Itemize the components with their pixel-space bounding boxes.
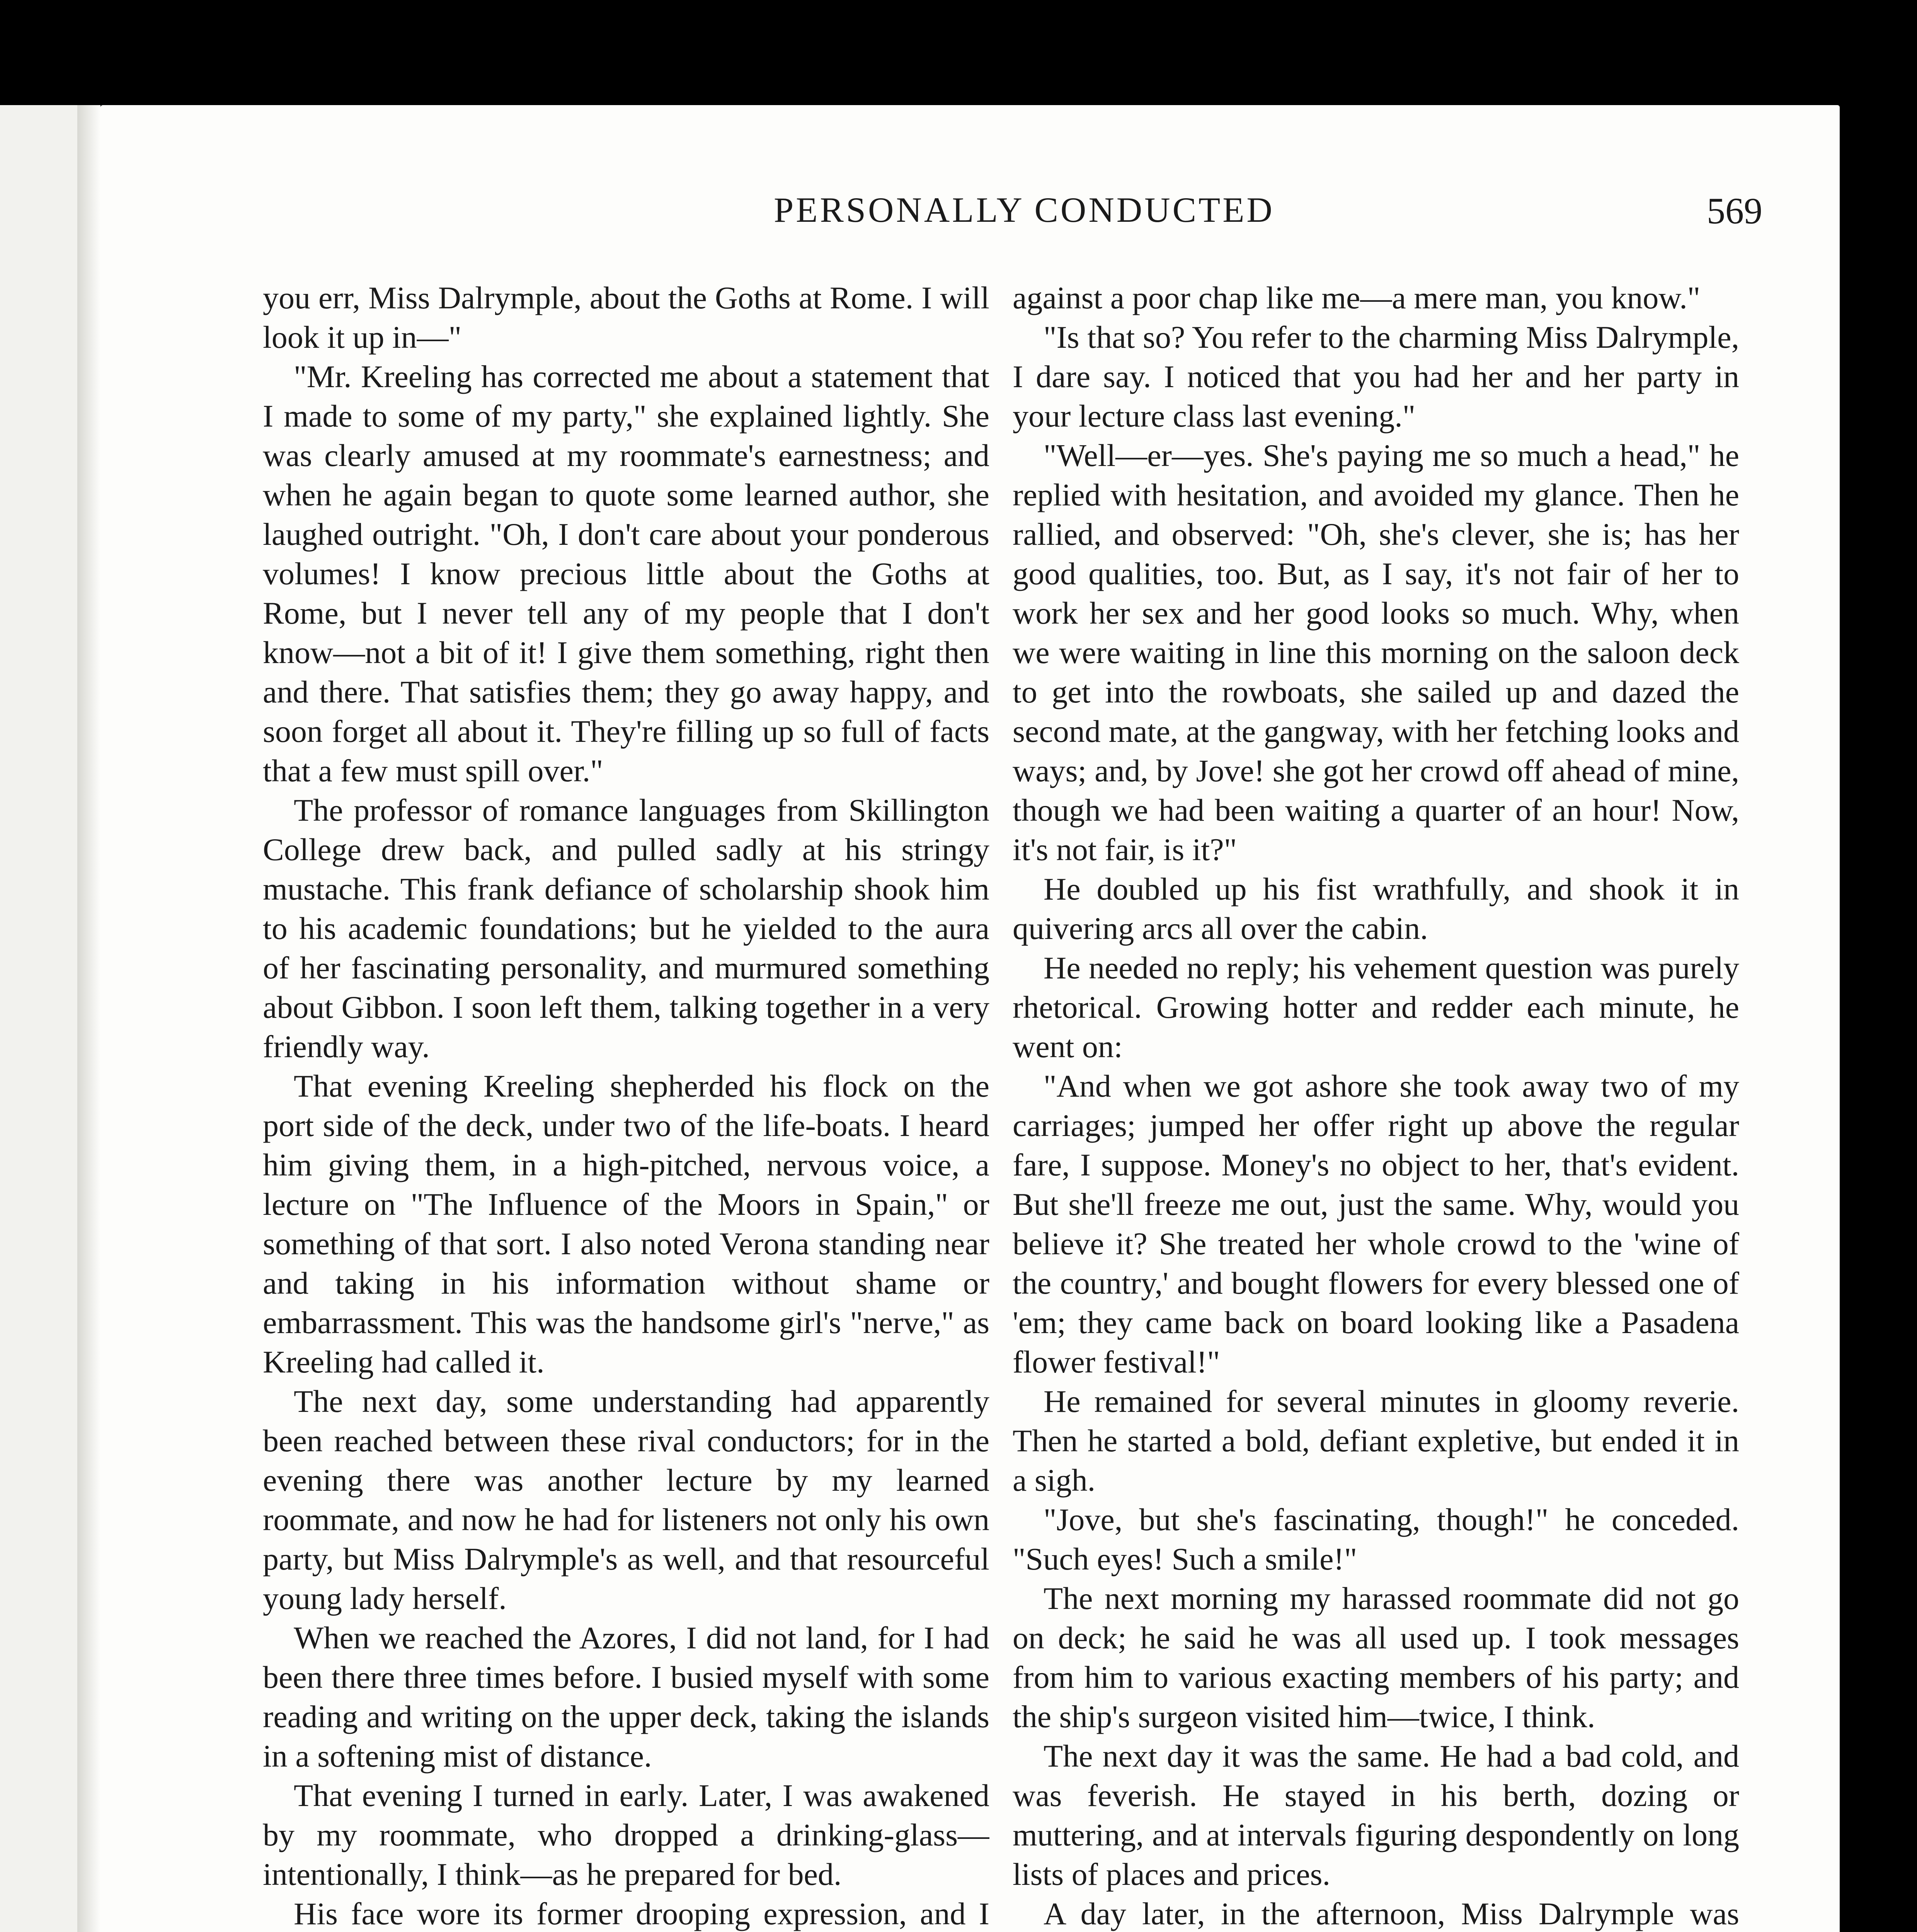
paragraph: "Is that so? You refer to the charming Miss Dalrymple, I dare say. I noticed that you had her and her party in your lecture class last evening."	[1013, 320, 1739, 434]
paragraph: The next day, some understanding had apparently been reached between these rival conductors; for in the evening there was another lecture by my learned roommate, and now he had for listeners not only his own party, but Miss Dalrymple's as well, and that resourceful young lady herself.	[263, 1384, 989, 1616]
paragraph: "And when we got ashore she took away two of my carriages; jumped her offer right up above the regular fare, I suppose. Money's no object to her, that's evident. But she'll freeze me out, just the same. Why, would you believe it? She treated her whole crowd to the 'wine of the country,' and bought flowers for every blessed one of 'em; they came back on board looking like a Pasadena flower festival!"	[1013, 1068, 1739, 1379]
text-column-right	[1013, 278, 1739, 1932]
paragraph: "Mr. Kreeling has corrected me about a statement that I made to some of my party," she explained lightly. She was clearly amused at my roommate's earnestness; and when he again began to quote some learned author, she laughed outright. "Oh, I don't care about your ponderous volumes! I know precious little about the Goths at Rome, but I never tell any of my people that I don't know—not a bit of it! I give them something, right then and there. That satisfies them; they go away happy, and soon forget all about it. They're filling up so full of facts that a few must spill over."	[263, 359, 989, 788]
paragraph: That evening I turned in early. Later, I was awakened by my roommate, who dropped a drinking-glass—intentionally, I think—as he prepared for bed.	[263, 1778, 989, 1892]
paragraph: The next day it was the same. He had a bad cold, and was feverish. He stayed in his berth, dozing or muttering, and at intervals figuring despondently on long lists of places and prices.	[1013, 1738, 1739, 1892]
text-column-left	[263, 278, 989, 1932]
paragraph: He needed no reply; his vehement question was purely rhetorical. Growing hotter and redder each minute, he went on:	[1013, 950, 1739, 1064]
paragraph: The next morning my harassed roommate did not go on deck; he said he was all used up. I took messages from him to various exacting members of his party; and the ship's surgeon visited him—twice, I think.	[1013, 1581, 1739, 1734]
page-number: 569	[1707, 190, 1762, 231]
paragraph: When we reached the Azores, I did not land, for I had been there three times before. I busied myself with some reading and writing on the upper deck, taking the islands in a softening mist of distance.	[263, 1620, 989, 1774]
paragraph: That evening Kreeling shepherded his flock on the port side of the deck, under two of the life-boats. I heard him giving them, in a high-pitched, nervous voice, a lecture on "The Influence of the Moors in Spain," or something of that sort. I also noted Verona standing near and taking in his information without shame or embarrassment. This was the handsome girl's "nerve," as Kreeling had called it.	[263, 1068, 989, 1379]
running-title: PERSONALLY CONDUCTED	[774, 190, 1275, 230]
paragraph: A day later, in the afternoon, Miss Dalrymple was	[1044, 1896, 1739, 1931]
paragraph: you err, Miss Dalrymple, about the Goths at Rome. I will look it up in—"	[263, 280, 989, 355]
paragraph: His face wore its former drooping expression, and I	[294, 1896, 989, 1931]
paragraph: He remained for several minutes in gloomy reverie. Then he started a bold, defiant expletive, but ended it in a sigh.	[1013, 1384, 1739, 1498]
paragraph: "Well—er—yes. She's paying me so much a head," he replied with hesitation, and avoided my glance. Then he rallied, and observed: "Oh, she's clever, she is; has her good qualities, too. But, as I say, it's not fair of her to work her sex and her good looks so much. Why, when we were waiting in line this morning on the saloon deck to get into the rowboats, she sailed up and dazed the second mate, at the gangway, with her fetching looks and ways; and, by Jove! she got her crowd off ahead of mine, though we had been waiting a quarter of an hour! Now, it's not fair, is it?"	[1013, 438, 1739, 867]
paragraph: "Jove, but she's fascinating, though!" he conceded. "Such eyes! Such a smile!"	[1013, 1502, 1739, 1577]
paragraph: against a poor chap like me—a mere man, you know."	[1013, 280, 1701, 315]
paragraph: He doubled up his fist wrathfully, and shook it in quivering arcs all over the cabin.	[1013, 871, 1739, 946]
paragraph: The professor of romance languages from Skillington College drew back, and pulled sadly at his stringy mustache. This frank defiance of scholarship shook him to his academic foundations; but he yielded to the aura of her fascinating personality, and murmured something about Gibbon. I soon left them, talking together in a very friendly way.	[263, 793, 989, 1064]
binding-shadow	[77, 105, 100, 1932]
